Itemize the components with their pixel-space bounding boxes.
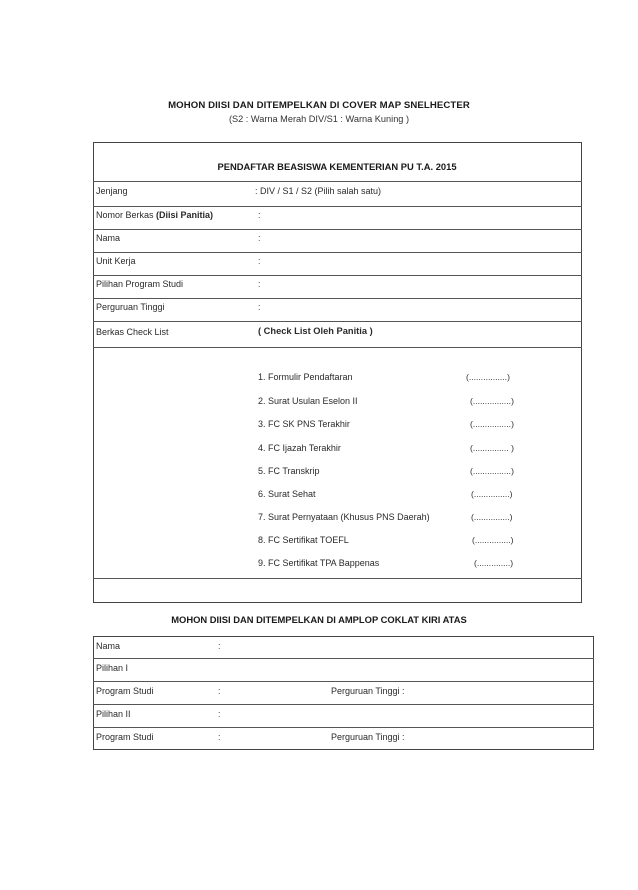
checklist-box[interactable]: (................) xyxy=(470,466,514,476)
row-perguruan-tinggi-label: Perguruan Tinggi xyxy=(96,302,165,312)
env-prodi2-value[interactable]: : xyxy=(218,732,221,742)
row-nomor-berkas-value[interactable]: : xyxy=(258,210,261,220)
row-jenjang-value[interactable]: : DIV / S1 / S2 (Pilih salah satu) xyxy=(255,186,382,196)
checklist-box[interactable]: (................) xyxy=(470,419,514,429)
header-title: MOHON DIISI DAN DITEMPELKAN DI COVER MAP SNELHECTER xyxy=(168,100,470,111)
row-unit-kerja-label: Unit Kerja xyxy=(96,256,136,266)
header-subtitle: (S2 : Warna Merah DIV/S1 : Warna Kuning ) xyxy=(228,114,410,124)
checklist-box[interactable]: (............... ) xyxy=(470,443,514,453)
row-perguruan-tinggi-value[interactable]: : xyxy=(258,302,261,312)
row-nama-value[interactable]: : xyxy=(258,233,261,243)
checklist-box[interactable]: (................) xyxy=(466,372,510,382)
env-nama-value[interactable]: : xyxy=(218,641,221,651)
checklist-box[interactable]: (...............) xyxy=(471,489,513,499)
env-pilihan2-value[interactable]: : xyxy=(218,709,221,719)
row-unit-kerja-value[interactable]: : xyxy=(258,256,261,266)
checklist-item: 6. Surat Sehat xyxy=(258,489,316,499)
row-jenjang-label: Jenjang xyxy=(96,186,128,196)
env-pt1-label[interactable]: Perguruan Tinggi : xyxy=(331,686,405,696)
env-prodi1-value[interactable]: : xyxy=(218,686,221,696)
checklist-item: 8. FC Sertifikat TOEFL xyxy=(258,535,349,545)
row-program-studi-label: Pilihan Program Studi xyxy=(96,279,184,289)
row-program-studi-value[interactable]: : xyxy=(258,279,261,289)
checklist-box[interactable]: (...............) xyxy=(472,535,514,545)
row-berkas-value: ( Check List Oleh Panitia ) xyxy=(258,326,373,336)
checklist-item: 5. FC Transkrip xyxy=(258,466,320,476)
env-nama-label: Nama xyxy=(96,641,121,651)
checklist-box[interactable]: (................) xyxy=(470,396,514,406)
envelope-title: MOHON DIISI DAN DITEMPELKAN DI AMPLOP COKLAT KIRI ATAS xyxy=(171,614,467,625)
env-prodi1-label: Program Studi xyxy=(96,686,154,696)
row-nama-label: Nama xyxy=(96,233,121,243)
env-pt2-label[interactable]: Perguruan Tinggi : xyxy=(331,732,405,742)
checklist-item: 1. Formulir Pendaftaran xyxy=(258,372,353,382)
env-pilihan2-label: Pilihan II xyxy=(96,709,131,719)
checklist-item: 3. FC SK PNS Terakhir xyxy=(258,419,350,429)
checklist-box[interactable]: (..............) xyxy=(474,558,514,568)
checklist-item: 7. Surat Pernyataan (Khusus PNS Daerah) xyxy=(258,512,430,522)
row-nomor-berkas-label: Nomor Berkas (Diisi Panitia) xyxy=(96,210,214,220)
env-prodi2-label: Program Studi xyxy=(96,732,154,742)
checklist-item: 4. FC Ijazah Terakhir xyxy=(258,443,341,453)
checklist-item: 2. Surat Usulan Eselon II xyxy=(258,396,358,406)
form-title: PENDAFTAR BEASISWA KEMENTERIAN PU T.A. 2015 xyxy=(217,161,457,172)
checklist-box[interactable]: (...............) xyxy=(471,512,513,522)
row-berkas-label: Berkas Check List xyxy=(96,327,169,337)
checklist-item: 9. FC Sertifikat TPA Bappenas xyxy=(258,558,380,568)
env-pilihan1-label: Pilihan I xyxy=(96,663,129,673)
